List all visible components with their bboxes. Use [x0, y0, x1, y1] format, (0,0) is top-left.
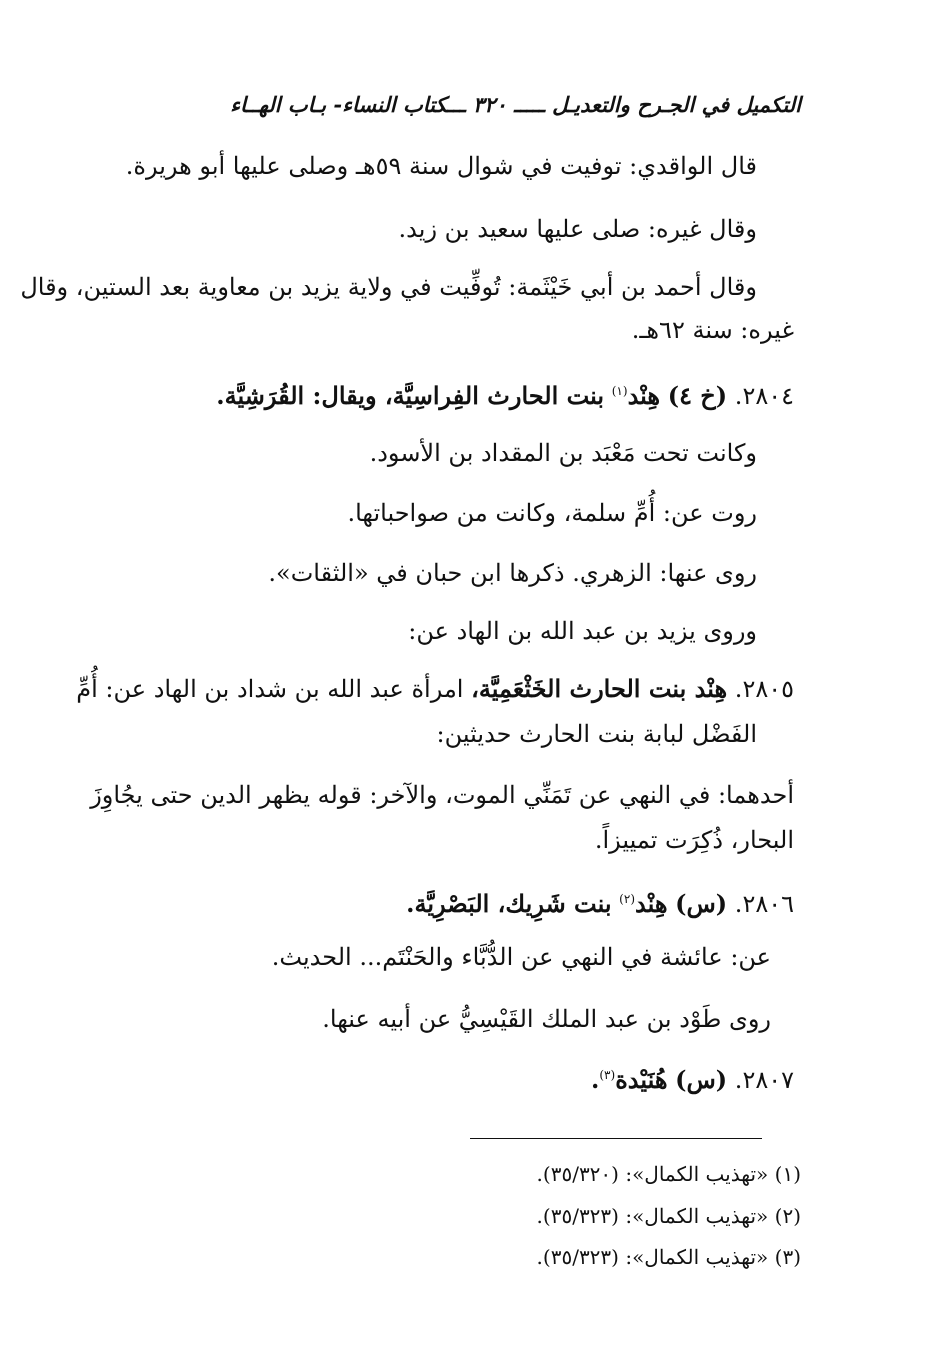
footnote-ref: (٣): [599, 1068, 616, 1082]
entry-2805-heading: [76, 672, 794, 706]
footnote-ref: (١): [611, 384, 628, 398]
entry-rest: بنت الحارث الفِراسِيَّة، ويقال: القُرَشِيَّة.: [216, 381, 605, 410]
body-line-1: قال الواقدي: توفيت في شوال سنة ٥٩هـ وصلى عليها أبو هريرة.: [125, 152, 757, 180]
entry-2804-line-2: روت عن: أُمِّ سلمة، وكانت من صواحباتها.: [347, 499, 757, 527]
entry-2805-line-2: الفَضْل لبابة بنت الحارث حديثين:: [436, 720, 757, 748]
entry-2806-heading: [406, 882, 794, 921]
header-book-title: التكميل في الجـرح والتعديـل: [552, 92, 801, 117]
footnote-divider: [470, 1138, 762, 1139]
entry-2807-heading: [591, 1058, 794, 1097]
entry-rest: امرأة عبد الله بن شداد بن الهاد عن: أُمِّ: [76, 675, 464, 703]
header-section: كتاب النساء- بـاب الهــاء: [230, 92, 448, 117]
body-line-4: غيره: سنة ٦٢هـ.: [631, 316, 794, 344]
entry-2804-line-4: وروى يزيد بن عبد الله بن الهاد عن:: [408, 617, 757, 645]
body-line-2: وقال غيره: صلى عليها سعيد بن زيد.: [398, 215, 757, 243]
entry-number: ٢٨٠٥.: [734, 675, 794, 703]
running-header: التكميل في الجـرح والتعديـل ـــــ ٣٢٠ ـــكتاب النساء- بـاب الهــاء: [230, 92, 801, 117]
entry-2805-line-4: البحار، ذُكِرَت تمييزاً.: [594, 826, 794, 854]
entry-name: هِنْد: [635, 889, 668, 918]
entry-name: هِنْد بنت الحارث الخَثْعَمِيَّة،: [471, 674, 728, 703]
entry-2804-line-3: روى عنها: الزهري. ذكرها ابن حبان في «الثقات».: [268, 559, 757, 587]
entry-2806-line-2: روى طَوْد بن عبد الملك القَيْسِيُّ عن أبيه عنها.: [322, 1005, 771, 1033]
footnote-1: (١) «تهذيب الكمال»: (٣٥/٣٢٠).: [536, 1162, 801, 1186]
footnote-3: (٣) «تهذيب الكمال»: (٣٥/٣٢٣).: [536, 1245, 801, 1269]
entry-2804-line-1: وكانت تحت مَعْبَد بن المقداد بن الأسود.: [369, 439, 757, 467]
entry-rest: بنت شَرِيك، البَصْرِيَّة.: [406, 889, 612, 918]
entry-2806-line-1: عن: عائشة في النهي عن الدُّبَّاء والحَنْتَم... الحديث.: [271, 943, 771, 971]
entry-code: (خ ٤): [667, 381, 728, 410]
entry-2804-heading: [216, 374, 794, 413]
entry-number: ٢٨٠٤.: [734, 382, 794, 410]
footnote-2: (٢) «تهذيب الكمال»: (٣٥/٣٢٣).: [536, 1204, 801, 1228]
entry-code: (س): [675, 889, 728, 918]
entry-number: ٢٨٠٧.: [734, 1066, 794, 1094]
entry-number: ٢٨٠٦.: [734, 890, 794, 918]
entry-2805-line-3: أحدهما: في النهي عن تَمَنِّي الموت، والآخر: قوله يظهر الدين حتى يجُاوِزَ: [90, 781, 794, 809]
body-line-3: وقال أحمد بن أبي خَيْثَمة: تُوفِّيت في ولاية يزيد بن معاوية بعد الستين، وقال: [20, 273, 757, 301]
footnote-ref: (٢): [619, 892, 635, 906]
header-page-number: ٣٢٠: [472, 92, 507, 117]
entry-name: هُنَيْدة: [615, 1065, 668, 1094]
entry-name: هِنْد: [627, 381, 661, 410]
entry-code: (س): [675, 1065, 728, 1094]
entry-rest: .: [591, 1065, 600, 1094]
